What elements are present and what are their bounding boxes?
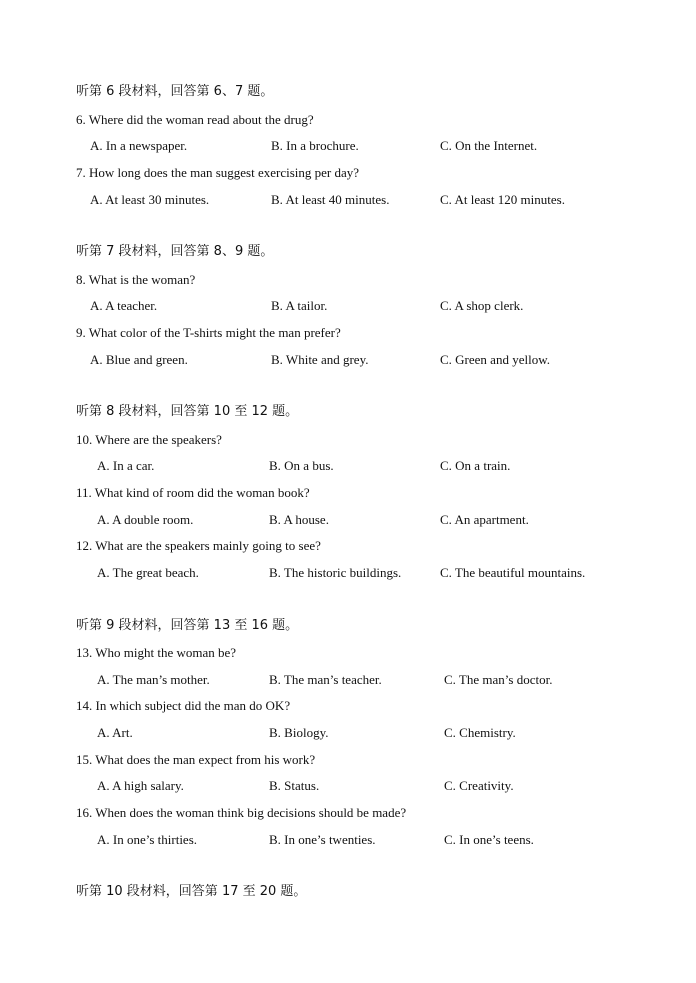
option-b: B. The historic buildings.	[269, 565, 402, 580]
options-row	[0, 832, 696, 848]
option-c: C. An apartment.	[440, 512, 529, 527]
option-c: C. The beautiful mountains.	[440, 565, 586, 580]
option-c: C. Green and yellow.	[440, 352, 550, 367]
option-a: A. A double room.	[97, 512, 194, 527]
question-text: 7. How long does the man suggest exercising per day?	[76, 165, 360, 180]
question-text: 11. What kind of room did the woman book?	[76, 485, 310, 500]
options-row	[0, 725, 696, 741]
section-heading: 听第 6 段材料，回答第 6、7 题。	[76, 84, 274, 99]
section-heading: 听第 7 段材料，回答第 8、9 题。	[76, 244, 274, 259]
option-b: B. Biology.	[269, 725, 329, 740]
option-a: A. In a newspaper.	[90, 138, 188, 153]
options-row	[0, 778, 696, 794]
option-a: A. In one’s thirties.	[97, 832, 198, 847]
option-a: A. Blue and green.	[90, 352, 188, 367]
option-b: B. A tailor.	[271, 298, 328, 313]
option-b: B. Status.	[269, 778, 320, 793]
option-c: C. On a train.	[440, 458, 511, 473]
option-c: C. The man’s doctor.	[444, 672, 553, 687]
option-a: A. The great beach.	[97, 565, 199, 580]
option-b: B. The man’s teacher.	[269, 672, 382, 687]
question-text: 9. What color of the T-shirts might the man prefer?	[76, 325, 341, 340]
options-row	[0, 512, 696, 528]
option-c: C. In one’s teens.	[444, 832, 534, 847]
option-b: B. In one’s twenties.	[269, 832, 376, 847]
question-text: 15. What does the man expect from his work?	[76, 752, 316, 767]
option-b: B. White and grey.	[271, 352, 369, 367]
options-row	[0, 458, 696, 474]
option-a: A. The man’s mother.	[97, 672, 210, 687]
options-row	[0, 138, 696, 154]
option-b: B. A house.	[269, 512, 329, 527]
option-b: B. On a bus.	[269, 458, 334, 473]
option-c: C. At least 120 minutes.	[440, 192, 565, 207]
options-row	[0, 565, 696, 581]
question-text: 10. Where are the speakers?	[76, 432, 222, 447]
section-heading: 听第 8 段材料，回答第 10 至 12 题。	[76, 404, 299, 419]
question-text: 13. Who might the woman be?	[76, 645, 237, 660]
option-c: C. On the Internet.	[440, 138, 538, 153]
question-text: 12. What are the speakers mainly going to see?	[76, 538, 321, 553]
option-a: A. At least 30 minutes.	[90, 192, 210, 207]
options-row	[0, 352, 696, 368]
option-c: C. A shop clerk.	[440, 298, 524, 313]
options-row	[0, 672, 696, 688]
question-text: 14. In which subject did the man do OK?	[76, 698, 291, 713]
question-text: 16. When does the woman think big decisions should be made?	[76, 805, 407, 820]
option-b: B. In a brochure.	[271, 138, 359, 153]
section-heading: 听第 9 段材料，回答第 13 至 16 题。	[76, 618, 299, 633]
question-text: 6. Where did the woman read about the drug?	[76, 112, 314, 127]
option-a: A. A high salary.	[97, 778, 184, 793]
option-c: C. Chemistry.	[444, 725, 516, 740]
option-a: A. Art.	[97, 725, 133, 740]
option-a: A. A teacher.	[90, 298, 158, 313]
options-row	[0, 192, 696, 208]
question-text: 8. What is the woman?	[76, 272, 196, 287]
section-heading: 听第 10 段材料，回答第 17 至 20 题。	[76, 884, 307, 899]
option-a: A. In a car.	[97, 458, 155, 473]
option-b: B. At least 40 minutes.	[271, 192, 390, 207]
option-c: C. Creativity.	[444, 778, 514, 793]
options-row	[0, 298, 696, 314]
